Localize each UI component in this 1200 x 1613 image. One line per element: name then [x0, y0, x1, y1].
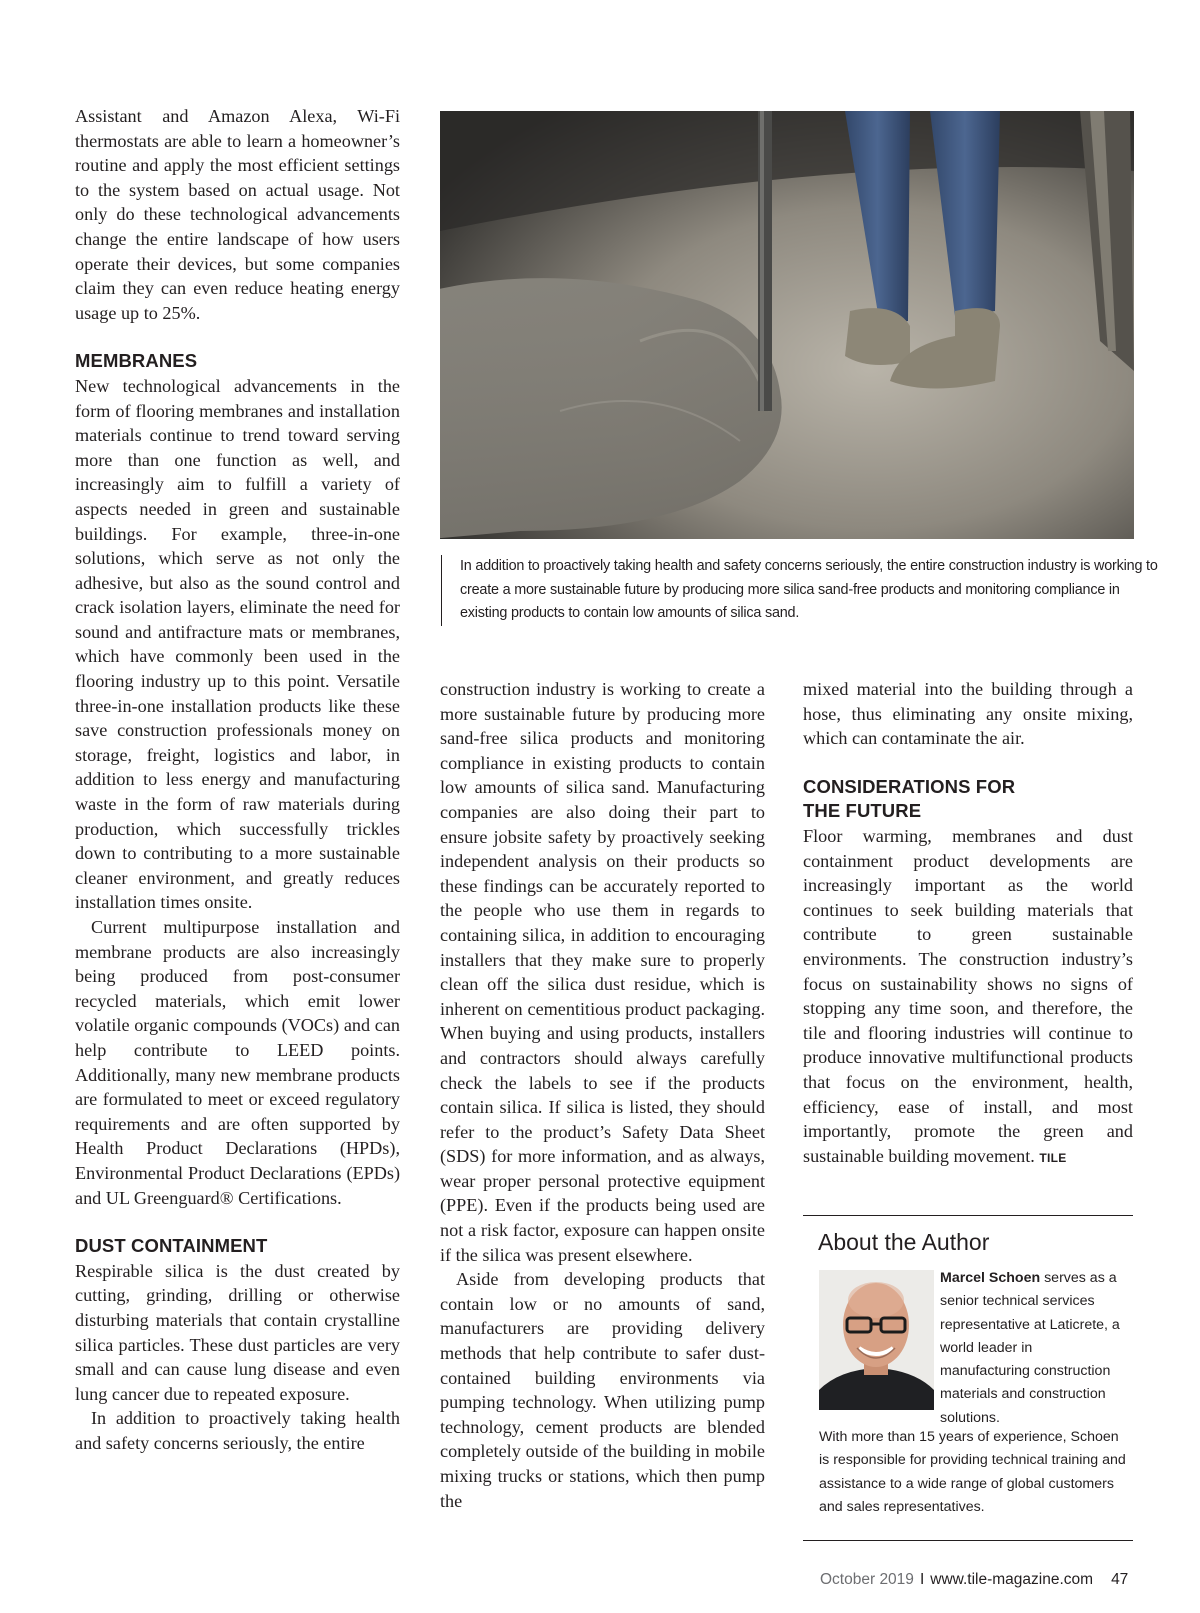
construction-photo — [440, 111, 1134, 539]
paragraph-dust-2: In addition to proactively taking health and safety concerns seriously, the entire — [75, 1408, 400, 1453]
heading-considerations-line2: THE FUTURE — [803, 800, 922, 822]
self-leveling-pour-illustration — [440, 111, 1134, 539]
about-the-author-box — [803, 1215, 1133, 1541]
page-number: 47 — [1111, 1571, 1129, 1588]
heading-considerations-line1: CONSIDERATIONS FOR — [803, 775, 1016, 797]
author-bio — [940, 1267, 1125, 1430]
article-column-2 — [440, 677, 765, 1513]
footer-date: October 2019 — [820, 1571, 914, 1588]
author-name: Marcel Schoen — [940, 1270, 1041, 1286]
heading-considerations — [803, 775, 1133, 824]
paragraph-dust-1: Respirable silica is the dust created by cutting, grinding, drilling or otherwise disturbing materials that contain crystalline silica particles. These dust particles are very small and can cause lung disease and even lung cancer due to repeated exposure. — [75, 1260, 400, 1404]
paragraph-col3-1: mixed material into the building through a hose, thus eliminating any onsite mixing, which can contaminate the air. — [803, 679, 1133, 749]
author-bio-continued: With more than 15 years of experience, Schoen is responsible for providing technical training and assistance to a wide range of global customers and sales representatives. — [819, 1429, 1126, 1515]
author-portrait-illustration — [819, 1270, 934, 1410]
author-box-title: About the Author — [818, 1229, 990, 1255]
paragraph-col3-2 — [803, 824, 1133, 1170]
heading-dust-containment: DUST CONTAINMENT — [75, 1235, 268, 1257]
paragraph-col2-1: construction industry is working to create a more sustainable future by producing more sand-free silica products and monitoring compliance in existing products to contain low amounts of silica sand. Manufacturing companies are also doing their part to ensure jobsite safety by proactively seeking independent analysis on their products so these findings can be accurately reported to the people who use them in regards to containing silica, in addition to encouraging installers that they make sure to properly clean off the silica dust residue, which is inherent on cementitious product packaging. When buying and using products, installers and contractors should always carefully check the labels to see if the products contain silica. If silica is listed, they should refer to the product’s Safety Data Sheet (SDS) for more information, and as always, wear proper personal protective equipment (PPE). Even if the products being used are not a risk factor, exposure can happen onsite if the silica was present elsewhere. — [440, 679, 765, 1265]
article-column-1 — [75, 104, 400, 1455]
footer-separator: I — [919, 1571, 925, 1588]
page-footer — [820, 1571, 1155, 1589]
paragraph-col3-2-text: Floor warming, membranes and dust containment product developments are increasingly important as the world continues to seek building materials that contribute to green sustainable environments. The construction industry’s focus on sustainability shows no signs of stopping any time soon, and therefore, the tile and flooring industries will continue to produce innovative multifunctional products that focus on the environment, health, efficiency, ease of install, and most importantly, promote the green and sustainable building movement. — [803, 825, 1133, 1166]
author-bio-text: serves as a senior technical services representative at Laticrete, a world leader in manufacturing construction materials and construction solutions. — [940, 1270, 1120, 1426]
end-mark: TILE — [1039, 1150, 1067, 1165]
author-portrait — [819, 1270, 934, 1410]
photo-caption: In addition to proactively taking health and safety concerns seriously, the entire construction industry is working to create a more sustainable future by producing more silica sand-free products and monitoring compliance in existing products to contain low amounts of silica sand. — [441, 555, 1160, 626]
paragraph-col2-2: Aside from developing products that contain low or no amounts of sand, manufacturers are providing delivery methods that help contribute to safer dust-contained building environments via pumping technology. When utilizing pump technology, cement products are blended completely outside of the building in mobile mixing trucks or stations, which then pump the — [440, 1269, 765, 1511]
heading-membranes: MEMBRANES — [75, 350, 198, 372]
footer-website: www.tile-magazine.com — [930, 1571, 1094, 1588]
paragraph-intro: Assistant and Amazon Alexa, Wi-Fi thermostats are able to learn a homeowner’s routine and apply the most efficient settings to the system based on actual usage. Not only do these technological advancements change the entire landscape of how users operate their devices, but some companies claim they can even reduce heating energy usage up to 25%. — [75, 106, 400, 323]
paragraph-membranes-2: Current multipurpose installation and membrane products are also increasingly being produced from post-consumer recycled materials, which emit lower volatile organic compounds (VOCs) and can help contribute to LEED points. Additionally, many new membrane products are formulated to meet or exceed regulatory requirements and are often supported by Health Product Declarations (HPDs), Environmental Product Declarations (EPDs) and UL Greenguard® Certifications. — [75, 917, 400, 1208]
article-column-3 — [803, 677, 1133, 1170]
paragraph-membranes-1: New technological advancements in the form of flooring membranes and installation materials continue to trend toward serving more than one function as well, and increasingly aim to fulfill a variety of aspects needed in green and sustainable buildings. For example, three-in-one solutions, which serve as not only the adhesive, but also as the sound control and crack isolation layers, eliminate the need for sound and antifracture mats or membranes, which have commonly been used in the flooring industry up to this point. Versatile three-in-one installation products like these save construction professionals money on storage, freight, logistics and labor, in addition to less energy and manufacturing waste in the form of raw materials during production, which successfully trickles down to contributing to a more sustainable cleaner environment, and greatly reduces installation times onsite. — [75, 375, 400, 913]
